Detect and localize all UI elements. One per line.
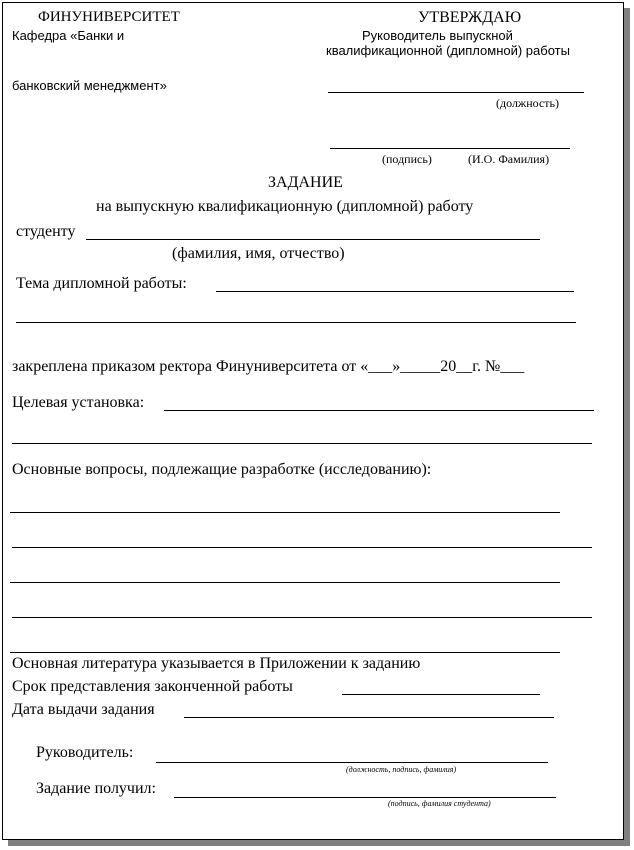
approve-heading: УТВЕРЖДАЮ	[418, 9, 522, 26]
department-line-1: Кафедра «Банки и	[12, 28, 125, 43]
goal-label: Целевая установка:	[12, 394, 145, 411]
supervisor-title-line-2: квалификационной (дипломной) работы	[326, 43, 570, 58]
supervisor-signature-line	[156, 762, 548, 763]
questions-line-3	[10, 582, 560, 583]
questions-line-1	[10, 512, 560, 513]
signature-caption: (подпись)	[382, 152, 432, 166]
order-text: закреплена приказом ректора Финуниверситета от «___»_____20__г. №___	[12, 358, 525, 375]
questions-line-5	[10, 652, 560, 653]
literature-note: Основная литература указывается в Приложении к заданию	[12, 655, 421, 672]
received-label: Задание получил:	[36, 780, 156, 797]
questions-line-4	[12, 617, 592, 618]
university-name: ФИНУНИВЕРСИТЕТ	[38, 9, 180, 25]
goal-line-2	[12, 443, 592, 444]
deadline-label: Срок представления законченной работы	[12, 678, 293, 695]
issue-date-label: Дата выдачи задания	[12, 701, 155, 718]
topic-line-2	[16, 322, 576, 323]
department-line-2: банковский менеджмент»	[12, 78, 167, 93]
received-caption: (подпись, фамилия студента)	[388, 799, 491, 808]
topic-line-1	[216, 291, 574, 292]
document-subtitle: на выпускную квалификационную (дипломной) работу	[96, 198, 474, 215]
topic-label: Тема дипломной работы:	[16, 275, 187, 292]
position-line	[328, 92, 584, 93]
student-label: студенту	[16, 223, 76, 240]
questions-label: Основные вопросы, подлежащие разработке (исследованию):	[12, 461, 432, 478]
name-caption: (И.О. Фамилия)	[468, 152, 550, 166]
position-caption: (должность)	[496, 96, 559, 110]
student-name-line	[86, 239, 540, 240]
supervisor-caption: (должность, подпись, фамилия)	[346, 765, 457, 774]
issue-date-line	[184, 717, 554, 718]
questions-line-2	[12, 547, 592, 548]
supervisor-label: Руководитель:	[36, 744, 134, 761]
document-title: ЗАДАНИЕ	[268, 174, 343, 191]
received-signature-line	[174, 797, 556, 798]
signature-line	[330, 148, 570, 149]
student-caption: (фамилия, имя, отчество)	[172, 245, 345, 262]
deadline-line	[342, 694, 540, 695]
supervisor-title-line-1: Руководитель выпускной	[362, 28, 513, 43]
goal-line-1	[164, 410, 594, 411]
